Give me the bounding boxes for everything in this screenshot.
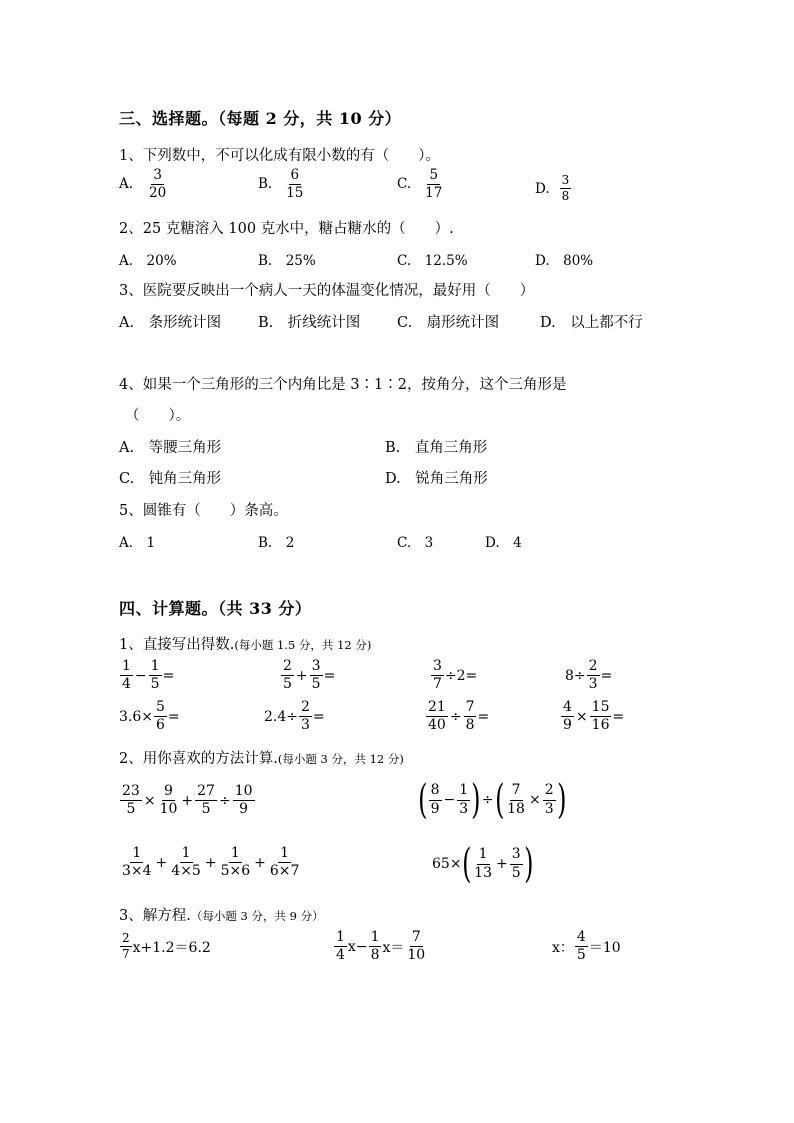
p2-item-c: $\frac{1}{3\times 4}$ + $\frac{1}{4\times 5}$ + $\frac{1}{5\times 6}$ + $\frac{1}{6\times 7}$ (122, 845, 300, 880)
q1-option-b[interactable]: B. $\frac{6}{15}$ (258, 167, 304, 201)
q1-option-d[interactable]: D. $\frac{3}{8}$ (535, 173, 570, 204)
q4-text-cont: （ ）。 (125, 408, 191, 424)
q4-option-b[interactable]: B. 直角三角形 (385, 440, 488, 456)
p3-item-b: $\frac{1}{4}$ x− $\frac{1}{8}$ x＝ $\frac{7}{10}$ (336, 929, 426, 964)
q1-text: 1、下列数中，不可以化成有限小数的有（ ）。 (119, 148, 440, 164)
q5-option-c[interactable]: C. 3 (397, 535, 434, 551)
q1-option-a[interactable]: A. $\frac{3}{20}$ (119, 167, 167, 201)
section3-title: 三、选择题。（每题 2 分，共 10 分） (119, 109, 402, 128)
q3-text: 3、医院要反映出一个病人一天的体温变化情况，最好用（ ） (119, 283, 535, 299)
q2-option-a[interactable]: A. 20% (119, 253, 177, 269)
q3-option-c[interactable]: C. 扇形统计图 (397, 315, 500, 331)
p1-item-c: $\frac{3}{7}$ ÷2= (433, 658, 478, 693)
p2-item-a: $\frac{23}{5}$ × $\frac{9}{10}$ + $\frac{27}{5}$ ÷ $\frac{10}{9}$ (122, 783, 253, 818)
p2-item-d: 65× ( $\frac{1}{13}$ + $\frac{3}{5}$ ) (432, 841, 534, 887)
q2-text: 2、25 克糖溶入 100 克水中，糖占糖水的（ ）. (119, 221, 454, 237)
q5-option-a[interactable]: A. 1 (119, 535, 156, 551)
p1-item-g: $\frac{21}{40}$ ÷ $\frac{7}{8}$ = (428, 699, 490, 734)
q3-option-a[interactable]: A. 条形统计图 (119, 315, 222, 331)
q4-option-c[interactable]: C. 钝角三角形 (119, 471, 222, 487)
p2-item-b: ( $\frac{8}{9}$ − $\frac{1}{3}$ ) ÷ ( $\frac{7}{18}$ × $\frac{2}{3}$ ) (418, 777, 567, 823)
q5-option-b[interactable]: B. 2 (258, 535, 295, 551)
p1-item-a: $\frac{1}{4}$ − $\frac{1}{5}$ = (122, 658, 175, 693)
q2-option-c[interactable]: C. 12.5% (397, 253, 468, 269)
q4-text: 4、如果一个三角形的三个内角比是 3∶1∶2，按角分，这个三角形是 (119, 377, 567, 393)
q2-option-d[interactable]: D. 80% (535, 253, 594, 269)
q3-option-d[interactable]: D. 以上都不行 (540, 315, 643, 331)
p1-item-e: 3.6× $\frac{5}{6}$ = (119, 699, 180, 734)
q4-option-d[interactable]: D. 锐角三角形 (385, 471, 488, 487)
p1-item-f: 2.4÷ $\frac{2}{3}$ = (264, 699, 325, 734)
p3-item-a: $\frac{2}{7}$ x+1.2＝6.2 (122, 931, 211, 962)
p1-heading: 1、直接写出得数.(每小题 1.5 分，共 12 分) (119, 637, 372, 653)
p2-heading: 2、用你喜欢的方法计算.(每小题 3 分，共 12 分) (119, 751, 404, 767)
q4-option-a[interactable]: A. 等腰三角形 (119, 440, 222, 456)
p1-item-d: 8÷ $\frac{2}{3}$ = (565, 658, 613, 693)
p1-item-h: $\frac{4}{9}$ × $\frac{15}{16}$ = (563, 699, 625, 734)
q5-text: 5、圆锥有（ ）条高。 (119, 503, 288, 519)
q2-option-b[interactable]: B. 25% (258, 253, 316, 269)
q3-option-b[interactable]: B. 折线统计图 (258, 315, 361, 331)
p3-item-c: x： $\frac{4}{5}$ ＝10 (552, 929, 621, 964)
p1-item-b: $\frac{2}{5}$ + $\frac{3}{5}$ = (283, 658, 336, 693)
p3-heading: 3、解方程.（每小题 3 分，共 9 分） (119, 908, 324, 924)
q5-option-d[interactable]: D. 4 (485, 535, 522, 551)
q1-option-c[interactable]: C. $\frac{5}{17}$ (397, 167, 443, 201)
section4-title: 四、计算题。（共 33 分） (119, 599, 312, 618)
